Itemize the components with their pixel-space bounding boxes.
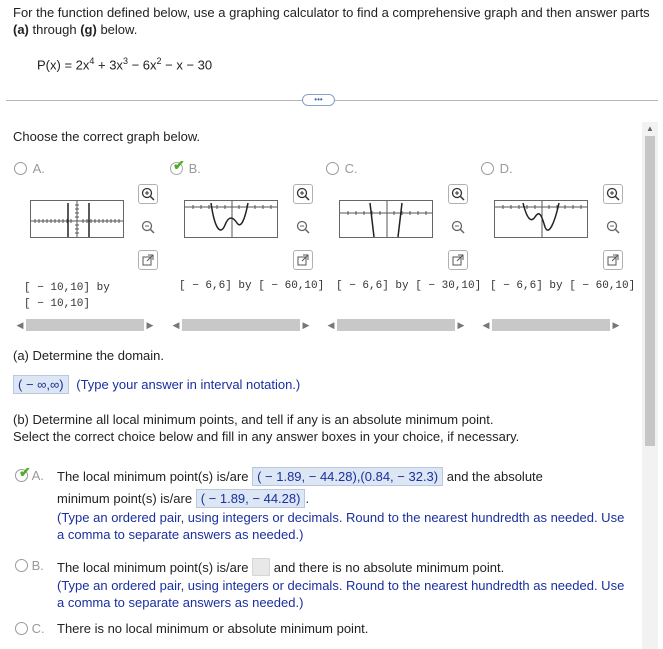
zoom-out-icon[interactable] bbox=[293, 217, 313, 237]
choice-letter: A. bbox=[31, 468, 44, 483]
graph-d-tools bbox=[603, 184, 623, 270]
open-window-icon[interactable] bbox=[293, 250, 313, 270]
graph-c-hscroll[interactable] bbox=[325, 317, 477, 333]
radio-choice-c[interactable] bbox=[15, 622, 28, 635]
option-letter: D. bbox=[499, 161, 513, 176]
zoom-out-icon[interactable] bbox=[138, 217, 158, 237]
graph-option-c[interactable] bbox=[326, 161, 358, 176]
zoom-in-icon[interactable] bbox=[448, 184, 468, 204]
graph-a-window: [ − 10,10] by [ − 10,10] bbox=[24, 282, 110, 310]
open-window-icon[interactable] bbox=[603, 250, 623, 270]
part-a-answer-row bbox=[13, 377, 300, 392]
check-icon: ✔ bbox=[173, 157, 185, 173]
choice-a-radio-wrap[interactable] bbox=[15, 464, 49, 483]
option-letter: A. bbox=[32, 161, 45, 176]
zoom-in-icon[interactable] bbox=[293, 184, 313, 204]
vertical-scrollbar[interactable] bbox=[642, 122, 658, 649]
scroll-left-arrow[interactable]: ◀ bbox=[482, 319, 490, 330]
hscroll-thumb[interactable] bbox=[492, 319, 610, 331]
graph-d-window: [ − 6,6] by [ − 60,10] bbox=[490, 280, 636, 292]
scroll-left-arrow[interactable]: ◀ bbox=[327, 319, 335, 330]
choice-a-line1: The local minimum point(s) is/are ( − 1.89, − 44.28),(0.84, − 32.3) and the absolute bbox=[57, 469, 543, 484]
graph-a-hscroll[interactable] bbox=[14, 317, 166, 333]
choice-a-line2: minimum point(s) is/are ( − 1.89, − 44.28) . bbox=[57, 491, 310, 506]
graph-option-d[interactable] bbox=[481, 161, 513, 176]
graph-option-a[interactable] bbox=[14, 161, 45, 176]
choice-b-line1: The local minimum point(s) is/are and there is no absolute minimum point. bbox=[57, 560, 505, 575]
expand-divider-button[interactable]: ••• bbox=[302, 94, 335, 106]
choice-letter: C. bbox=[31, 621, 45, 636]
scroll-right-arrow[interactable]: ▶ bbox=[302, 319, 310, 330]
local-min-answer[interactable]: ( − 1.89, − 44.28),(0.84, − 32.3) bbox=[252, 467, 443, 486]
absolute-min-answer[interactable]: ( − 1.89, − 44.28) bbox=[196, 489, 306, 508]
choice-a-content bbox=[57, 468, 637, 543]
part-a-hint: (Type your answer in interval notation.) bbox=[76, 377, 301, 392]
part-a-prompt: (a) Determine the domain. bbox=[13, 348, 165, 363]
scroll-right-arrow[interactable]: ▶ bbox=[146, 319, 154, 330]
graph-d-thumbnail[interactable] bbox=[494, 200, 588, 238]
zoom-in-icon[interactable] bbox=[138, 184, 158, 204]
hscroll-thumb[interactable] bbox=[337, 319, 455, 331]
option-letter: B. bbox=[188, 161, 201, 176]
choice-b-hint: (Type an ordered pair, using integers or decimals. Round to the nearest hundredth as needed. Use a comma to separate answers as needed.) bbox=[57, 578, 625, 610]
intro-line-1: For the function defined below, use a graphing calculator to find a comprehensive graph and then answer parts bbox=[13, 5, 650, 20]
radio-choice-b[interactable] bbox=[15, 559, 28, 572]
scroll-left-arrow[interactable]: ◀ bbox=[172, 319, 180, 330]
choice-c-radio-wrap[interactable] bbox=[15, 621, 45, 636]
radio-c[interactable] bbox=[326, 162, 339, 175]
choice-b-content bbox=[57, 558, 637, 611]
graph-a-thumbnail[interactable] bbox=[30, 200, 124, 238]
graph-b-thumbnail[interactable] bbox=[184, 200, 278, 238]
choice-b-radio-wrap[interactable] bbox=[15, 558, 44, 573]
graph-c-tools bbox=[448, 184, 468, 270]
graph-c-plot bbox=[340, 201, 432, 237]
graph-d-hscroll[interactable] bbox=[480, 317, 632, 333]
scroll-left-arrow[interactable]: ◀ bbox=[16, 319, 24, 330]
choice-a-hint: (Type an ordered pair, using integers or decimals. Round to the nearest hundredth as needed. Use a comma to separate answers as needed.) bbox=[57, 510, 625, 542]
intro-line-2: (a) through (g) below. bbox=[13, 22, 138, 37]
graph-b-plot bbox=[185, 201, 277, 237]
radio-d[interactable] bbox=[481, 162, 494, 175]
zoom-in-icon[interactable] bbox=[603, 184, 623, 204]
check-icon: ✔ bbox=[19, 464, 31, 480]
hscroll-thumb[interactable] bbox=[26, 319, 144, 331]
graph-c-thumbnail[interactable] bbox=[339, 200, 433, 238]
open-window-icon[interactable] bbox=[138, 250, 158, 270]
graph-b-tools bbox=[293, 184, 313, 270]
zoom-out-icon[interactable] bbox=[603, 217, 623, 237]
zoom-out-icon[interactable] bbox=[448, 217, 468, 237]
graph-c-window: [ − 6,6] by [ − 30,10] bbox=[336, 280, 482, 292]
part-b-prompt: (b) Determine all local minimum points, and tell if any is an absolute minimum point. Select the correct choice below and fill in any answer boxes in your choice, if necessary. bbox=[13, 412, 520, 444]
scroll-right-arrow[interactable]: ▶ bbox=[457, 319, 465, 330]
function-definition: $P(x) = 2x^4 + 3x^3 - 6x^2 - x - 30$ bbox=[37, 56, 213, 73]
scroll-up-arrow[interactable]: ▲ bbox=[646, 124, 654, 133]
open-window-icon[interactable] bbox=[448, 250, 468, 270]
graph-prompt: Choose the correct graph below. bbox=[13, 129, 201, 144]
graph-a-tools bbox=[138, 184, 158, 270]
radio-a[interactable] bbox=[14, 162, 27, 175]
graph-d-plot bbox=[495, 201, 587, 237]
choice-letter: B. bbox=[31, 558, 44, 573]
domain-answer[interactable]: ( − ∞,∞) bbox=[13, 375, 69, 394]
choice-b-input[interactable] bbox=[252, 558, 270, 576]
graph-b-hscroll[interactable] bbox=[170, 317, 322, 333]
graph-b-window: [ − 6,6] by [ − 60,10] bbox=[179, 280, 325, 292]
graph-a-plot bbox=[31, 201, 123, 237]
hscroll-thumb[interactable] bbox=[182, 319, 300, 331]
scroll-thumb[interactable] bbox=[645, 136, 655, 446]
question-header bbox=[13, 4, 653, 38]
graph-option-b[interactable] bbox=[170, 157, 201, 176]
scroll-right-arrow[interactable]: ▶ bbox=[612, 319, 620, 330]
choice-c-text: There is no local minimum or absolute minimum point. bbox=[57, 621, 369, 636]
option-letter: C. bbox=[344, 161, 358, 176]
